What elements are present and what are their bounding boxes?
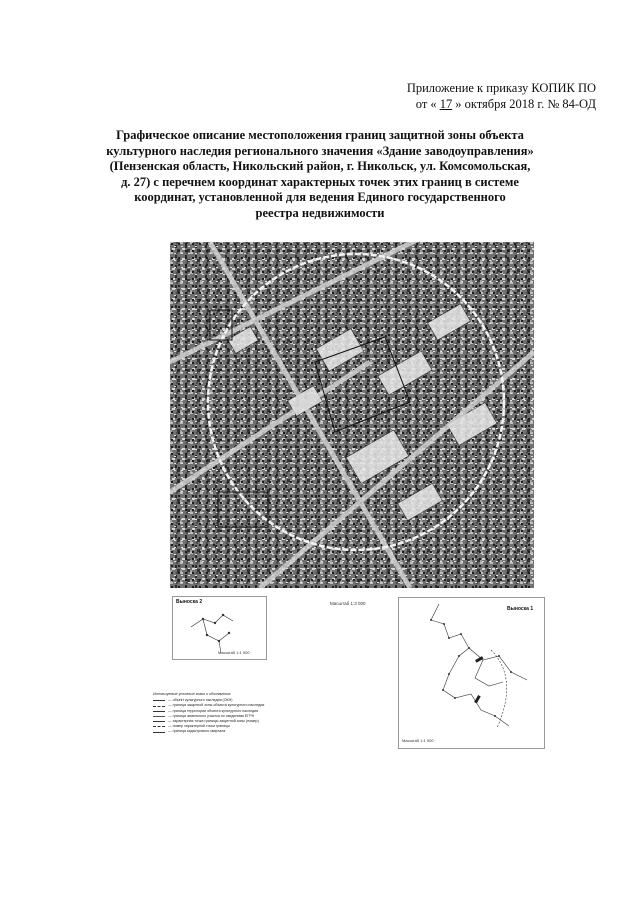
document-title — [80, 128, 560, 221]
legend-item: — граница кадастрового квартала — [153, 729, 313, 734]
title-line: координат, установленной для ведения Единого государственного — [134, 190, 506, 204]
line-symbol-icon — [153, 700, 165, 701]
appendix-line-1: Приложение к приказу КОПИК ПО — [406, 81, 596, 95]
appendix-date-suffix: » октября 2018 г. № 84-ОД — [455, 97, 596, 111]
appendix-day: 17 — [439, 97, 453, 111]
legend-item: — граница земельного участка по сведениям ЕГРН — [153, 714, 313, 719]
appendix-date-prefix: от « — [415, 97, 437, 111]
inset-1-drawing — [399, 598, 544, 748]
line-symbol-icon — [153, 732, 165, 733]
line-symbol-icon — [153, 711, 165, 712]
aerial-photo-image — [170, 242, 534, 588]
legend-item: — граница территории объекта культурного наследия — [153, 709, 313, 714]
inset-2 — [172, 596, 267, 660]
dashed-line-symbol-icon — [153, 726, 165, 727]
legend-title: Используемые условные знаки и обозначения: — [153, 692, 232, 696]
inset-1-scale: Масштаб 1:1 000 — [402, 738, 434, 743]
inset-2-label: Выноска 2 — [176, 599, 203, 605]
aerial-photo-map — [170, 242, 534, 588]
dashed-line-symbol-icon — [153, 706, 165, 707]
legend-item: — объект культурного наследия (ОКН) — [153, 698, 313, 703]
title-line: Графическое описание местоположения границ защитной зоны объекта — [116, 128, 524, 142]
title-line: культурного наследия регионального значения «Здание заводоуправления» — [106, 143, 534, 158]
title-line: (Пензенская область, Никольский район, г. Никольск, ул. Комсомольская, — [109, 159, 531, 173]
inset-1-label: Выноска 1 — [507, 606, 534, 612]
inset-1 — [398, 597, 545, 749]
map-legend — [153, 692, 313, 735]
title-line: д. 27) с перечнем координат характерных точек этих границ в системе — [121, 174, 519, 189]
title-line: реестра недвижимости — [255, 205, 385, 220]
appendix-header — [336, 80, 596, 112]
map-scale: Масштаб 1:3 000 — [330, 601, 366, 606]
appendix-line-2 — [336, 96, 596, 112]
legend-item: — номер характерной точки границы — [153, 724, 313, 729]
legend-item: — граница защитной зоны объекта культурного наследия — [153, 703, 313, 708]
line-symbol-icon — [153, 716, 165, 717]
inset-2-scale: Масштаб 1:1 000 — [218, 650, 250, 655]
point-symbol-icon — [153, 721, 165, 722]
legend-item: — характерная точка границы защитной зоны (номер) — [153, 719, 313, 724]
